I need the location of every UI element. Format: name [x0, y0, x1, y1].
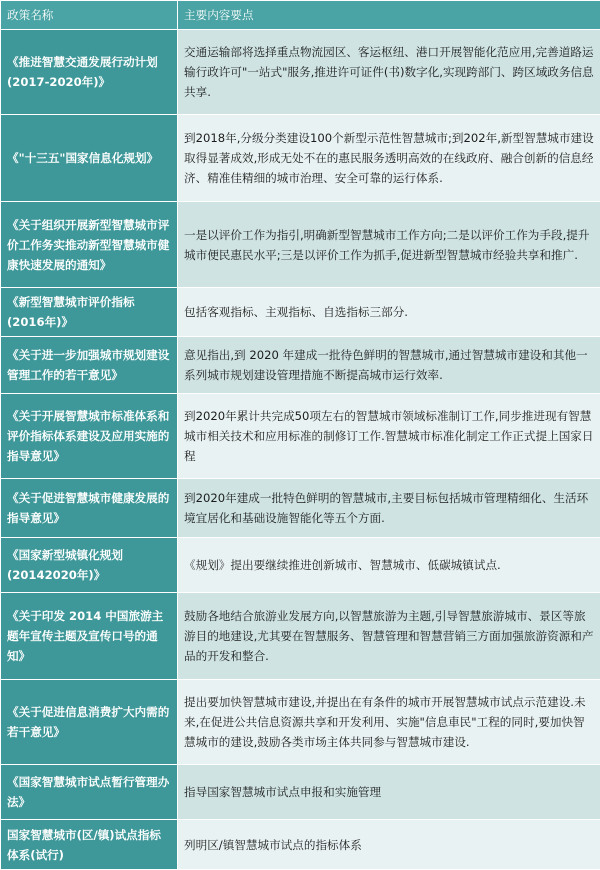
- policy-content-cell: 意见指出,到 2020 年建成一批待色鲜明的智慧城市,通过智慧城市建设和其他一系列城市规划建设管理措施不断提高城市运行效率.: [178, 337, 600, 394]
- policy-name-cell: 《推进智慧交通发展行动计划(2017-2020年)》: [1, 30, 178, 115]
- table-row: [1, 115, 600, 202]
- policy-content-cell: 鼓励各地结合旅游业发展方向,以智慧旅游为主题,引导智慧旅游城市、景区等旅游目的地建设,尤其要在智慧服务、智慧管理和智慧营销三方面加强旅游资源和产品的开发和整合.: [178, 592, 600, 679]
- table-row: [1, 592, 600, 679]
- table-header-row: [1, 1, 600, 30]
- table-row: [1, 538, 600, 593]
- policy-name-cell: 《关于进一步加强城市规划建设管理工作的若干意见》: [1, 337, 178, 394]
- policy-content-cell: 列明区/镇智慧城市试点的指标体系: [178, 820, 600, 870]
- policy-name-cell: 《关于开展智慧城市标准体系和评价指标体系建设及应用实施的指导意见》: [1, 394, 178, 479]
- table-row: [1, 394, 600, 479]
- policy-name-cell: 《新型智慧城市评价指标(2016年)》: [1, 287, 178, 337]
- policy-name-cell: 《关于促进信息消费扩大内需的若干意见》: [1, 680, 178, 765]
- policy-content-cell: 一是以评价工作为指引,明确新型智慧城市工作方向;二是以评价工作为手段,提升城市便民惠民水平;三是以评价工作为抓手,促进新型智慧城市经验共享和推广.: [178, 202, 600, 287]
- policy-name-cell: 《国家智慧城市试点暂行管理办法》: [1, 765, 178, 820]
- policy-name-cell: 《"十三五"国家信息化规划》: [1, 115, 178, 202]
- table-row: [1, 765, 600, 820]
- table-row: [1, 680, 600, 765]
- table-row: [1, 30, 600, 115]
- policy-name-cell: 《关于促进智慧城市健康发展的指导意见》: [1, 479, 178, 538]
- policy-content-cell: 指导国家智慧城市试点申报和实施管理: [178, 765, 600, 820]
- policy-content-cell: 到2020年建成一批特色鲜明的智慧城市,主要目标包括城市管理精细化、生活环境宜居化和基础设施智能化等五个方面.: [178, 479, 600, 538]
- policy-name-cell: 《关于印发 2014 中国旅游主题年宣传主题及宣传口号的通知》: [1, 592, 178, 679]
- policy-content-cell: 到2020年累计共完成50项左右的智慧城市领域标准制订工作,同步推进现有智慧城市相关技术和应用标准的制修订工作.智慧城市标准化制定工作正式提上国家日程: [178, 394, 600, 479]
- policy-name-cell: 《国家新型城镇化规划(20142020年)》: [1, 538, 178, 593]
- policy-name-cell: 国家智慧城市(区/镇)试点指标体系(试行): [1, 820, 178, 870]
- table-row: [1, 202, 600, 287]
- policy-content-cell: 《规划》提出要继续推进创新城市、智慧城市、低碳城镇试点.: [178, 538, 600, 593]
- policy-name-cell: 《关于组织开展新型智慧城市评价工作务实推动新型智慧城市健康快速发展的通知》: [1, 202, 178, 287]
- policy-content-cell: 提出要加快智慧城市建设,并提出在有条件的城市开展智慧城市试点示范建设.未来,在促进公共信息资源共享和开发利用、实施"信息車民"工程的同时,要加快智慧城市的建设,鼓励各类市场主体共同参与智慧城市建设.: [178, 680, 600, 765]
- policy-content-cell: 到2018年,分级分类建设100个新型示范性智慧城市;到202年,新型智慧城市建设取得显著成效,形成无处不在的惠民服务透明高效的在线政府、融合创新的信息经济、精准佳精细的城市治理、安全可靠的运行体系.: [178, 115, 600, 202]
- header-main-content: 主要内容要点: [178, 1, 600, 30]
- policy-content-cell: 交通运输部将选择重点物流园区、客运枢纽、港口开展智能化范应用,完善道路运输行政许可"一站式"服务,推进许可证件(书)数字化,实现跨部门、跨区域政务信息共享.: [178, 30, 600, 115]
- table-row: [1, 479, 600, 538]
- policy-content-cell: 包括客观指标、主观指标、自选指标三部分.: [178, 287, 600, 337]
- table-row: [1, 287, 600, 337]
- table-row: [1, 337, 600, 394]
- header-policy-name: 政策名称: [1, 1, 178, 30]
- table-row: [1, 820, 600, 870]
